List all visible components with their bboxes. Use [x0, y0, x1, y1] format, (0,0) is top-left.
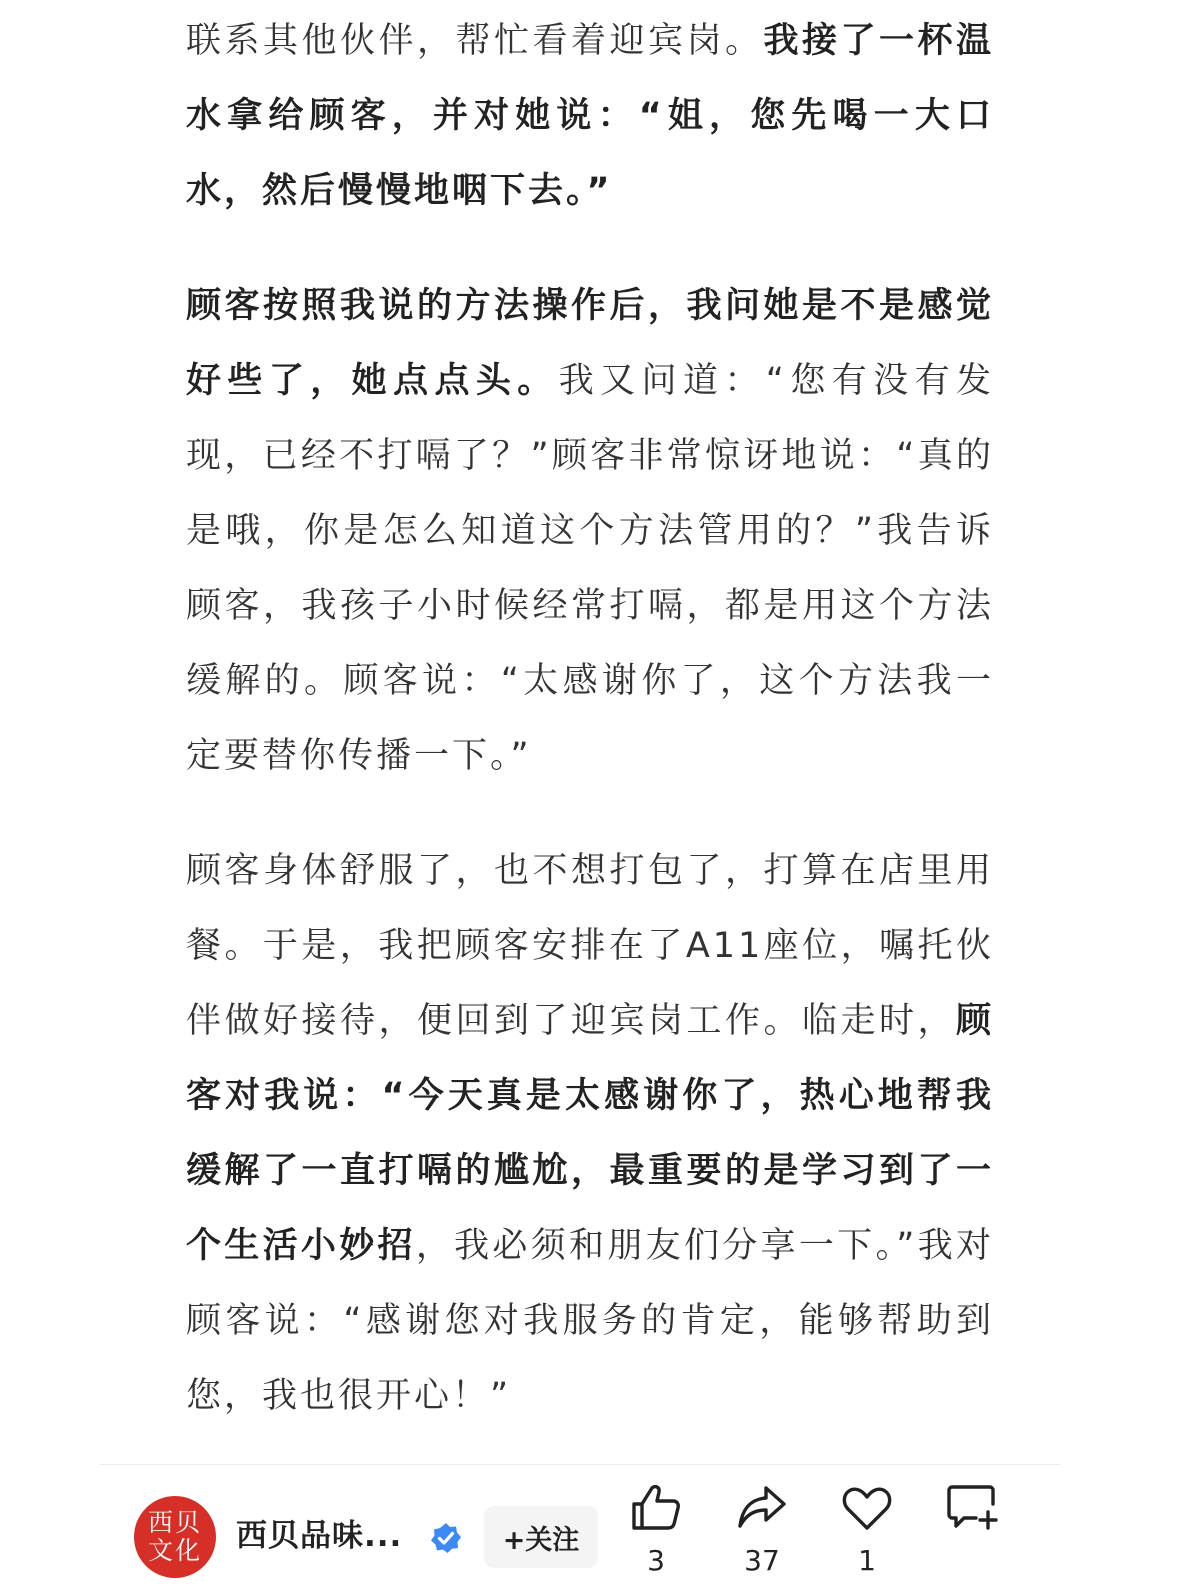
- favorite-button[interactable]: [827, 1482, 907, 1592]
- article-paragraph: [186, 834, 994, 1434]
- bold-text-segment: 顾客对我说：“今天真是太感谢你了，热心地帮我缓解了一直打嗝的尴尬，最重要的是学习到了一个生活小妙招: [186, 1001, 994, 1266]
- like-button[interactable]: [616, 1482, 696, 1592]
- divider: [100, 1464, 1060, 1465]
- bold-text-segment: 顾客按照我说的方法操作后，我问她是不是感觉好些了，她点点头。: [186, 286, 994, 401]
- author-name[interactable]: 西贝品味...: [236, 1518, 403, 1554]
- like-count: 3: [647, 1544, 665, 1577]
- share-arrow-icon: [736, 1482, 788, 1534]
- comment-add-icon: [946, 1482, 998, 1534]
- heart-icon: [841, 1482, 893, 1534]
- author-avatar[interactable]: [134, 1496, 216, 1578]
- share-button[interactable]: [722, 1482, 802, 1592]
- avatar-logo-text: 西贝文化: [147, 1508, 202, 1565]
- text-segment: 我又问道：“您有没有发现，已经不打嗝了？”顾客非常惊讶地说：“真的是哦，你是怎么知道这个方法管用的？”我告诉顾客，我孩子小时候经常打嗝，都是用这个方法缓解的。顾客说：“太感谢你了，这个方法我一定要替你传播一下。”: [186, 361, 994, 776]
- bold-text-segment: 我接了一杯温水拿给顾客，并对她说：“姐，您先喝一大口水，然后慢慢地咽下去。”: [186, 21, 994, 211]
- text-segment: 联系其他伙伴，帮忙看着迎宾岗。: [186, 21, 764, 61]
- favorite-count: 1: [858, 1544, 876, 1577]
- verified-badge-icon: [430, 1522, 462, 1554]
- text-segment: 顾客身体舒服了，也不想打包了，打算在店里用餐。于是，我把顾客安排在了A11座位，嘱托伙伴做好接待，便回到了迎宾岗工作。临走时，: [186, 851, 994, 1041]
- share-count: 37: [744, 1544, 780, 1577]
- thumbs-up-icon: [630, 1482, 682, 1534]
- text-segment: ，我必须和朋友们分享一下。”我对顾客说：“感谢您对我服务的肯定，能够帮助到您，我也很开心！”: [186, 1226, 994, 1416]
- comment-button[interactable]: [932, 1482, 1012, 1592]
- follow-button[interactable]: +关注: [484, 1506, 598, 1568]
- article-paragraph: [186, 4, 994, 229]
- article-body: [186, 4, 994, 1474]
- bottom-action-bar: [100, 1476, 1060, 1596]
- article-paragraph: [186, 269, 994, 794]
